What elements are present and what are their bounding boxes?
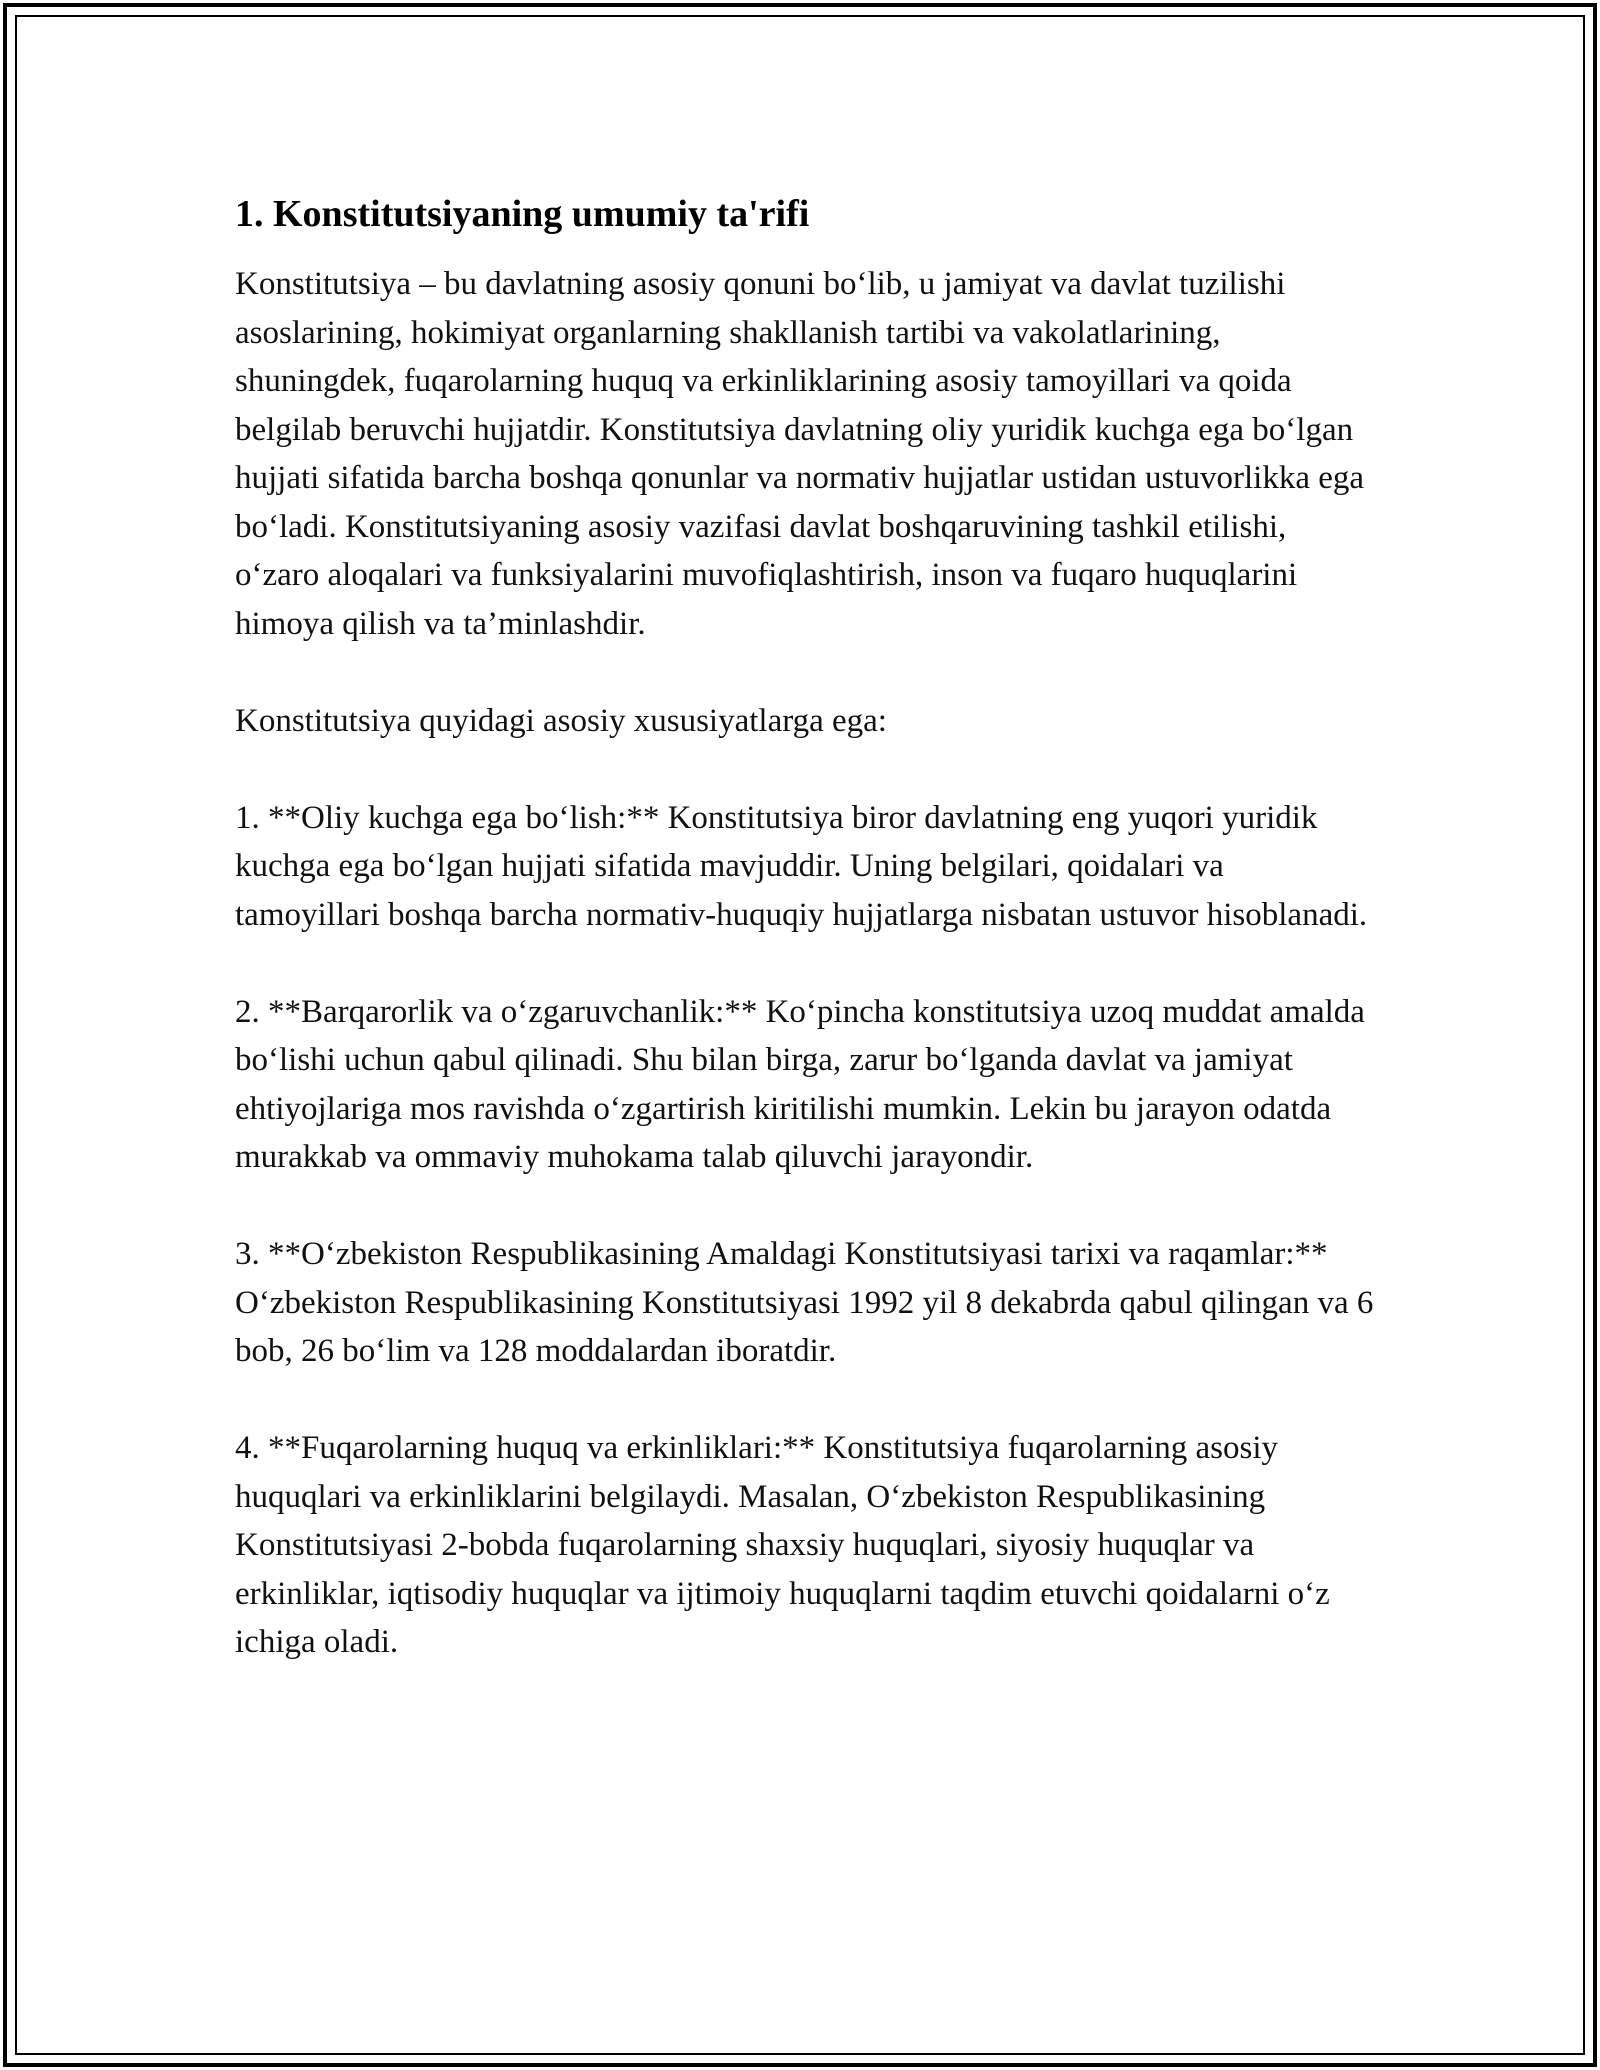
paragraph-features-intro: Konstitutsiya quyidagi asosiy xususiyatlarga ega: bbox=[235, 702, 887, 739]
paragraph-definition: Konstitutsiya – bu davlatning asosiy qonuni bo‘lib, u jamiyat va davlat tuzilishi asoslarining, hokimiyat organlarning shakllanish tartibi va vakolatlarining, shuningdek, fuqarolarning huquq va erkinliklarining asosiy tamoyillari va qoida belgilab beruvchi hujjatdir. Konstitutsiya davlatning oliy yuridik kuchga ega bo‘lgan hujjati sifatida barcha boshqa qonunlar va normativ hujjatlar ustidan ustuvorlikka ega bo‘ladi. Konstitutsiyaning asosiy vazifasi davlat boshqaruvining tashkil etilishi, o‘zaro aloqalari va funksiyalarini muvofiqlashtirish, inson va fuqaro huquqlarini himoya qilish va ta’minlashdir. bbox=[235, 266, 1365, 642]
document-title: 1. Konstitutsiyaning umumiy ta'rifi bbox=[235, 193, 810, 235]
document-body bbox=[235, 188, 1375, 1715]
list-item-supreme-force: 1. **Oliy kuchga ega bo‘lish:** Konstitutsiya biror davlatning eng yuqori yuridik kuchga ega bo‘lgan hujjati sifatida mavjuddir. Uning belgilari, qoidalari va tamoyillari boshqa barcha normativ-huquqiy hujjatlarga nisbatan ustuvor hisoblanadi. bbox=[235, 799, 1368, 933]
list-item-stability: 2. **Barqarorlik va o‘zgaruvchanlik:** Ko‘pincha konstitutsiya uzoq muddat amalda bo‘lishi uchun qabul qilinadi. Shu bilan birga, zarur bo‘lganda davlat va jamiyat ehtiyojlariga mos ravishda o‘zgartirish kiritilishi mumkin. Lekin bu jarayon odatda murakkab va ommaviy muhokama talab qiluvchi jarayondir. bbox=[235, 993, 1365, 1175]
list-item-citizen-rights: 4. **Fuqarolarning huquq va erkinliklari:** Konstitutsiya fuqarolarning asosiy huquqlari va erkinliklarini belgilaydi. Masalan, O‘zbekiston Respublikasining Konstitutsiyasi 2-bobda fuqarolarning shaxsiy huquqlari, siyosiy huquqlar va erkinliklar, iqtisodiy huquqlar va ijtimoiy huquqlarni taqdim etuvchi qoidalarni o‘z ichiga oladi. bbox=[235, 1430, 1330, 1660]
list-item-history: 3. **O‘zbekiston Respublikasining Amaldagi Konstitutsiyasi tarixi va raqamlar:** O‘zbekiston Respublikasining Konstitutsiyasi 1992 yil 8 dekabrda qabul qilingan va 6 bob, 26 bo‘lim va 128 moddalardan iboratdir. bbox=[235, 1236, 1374, 1369]
